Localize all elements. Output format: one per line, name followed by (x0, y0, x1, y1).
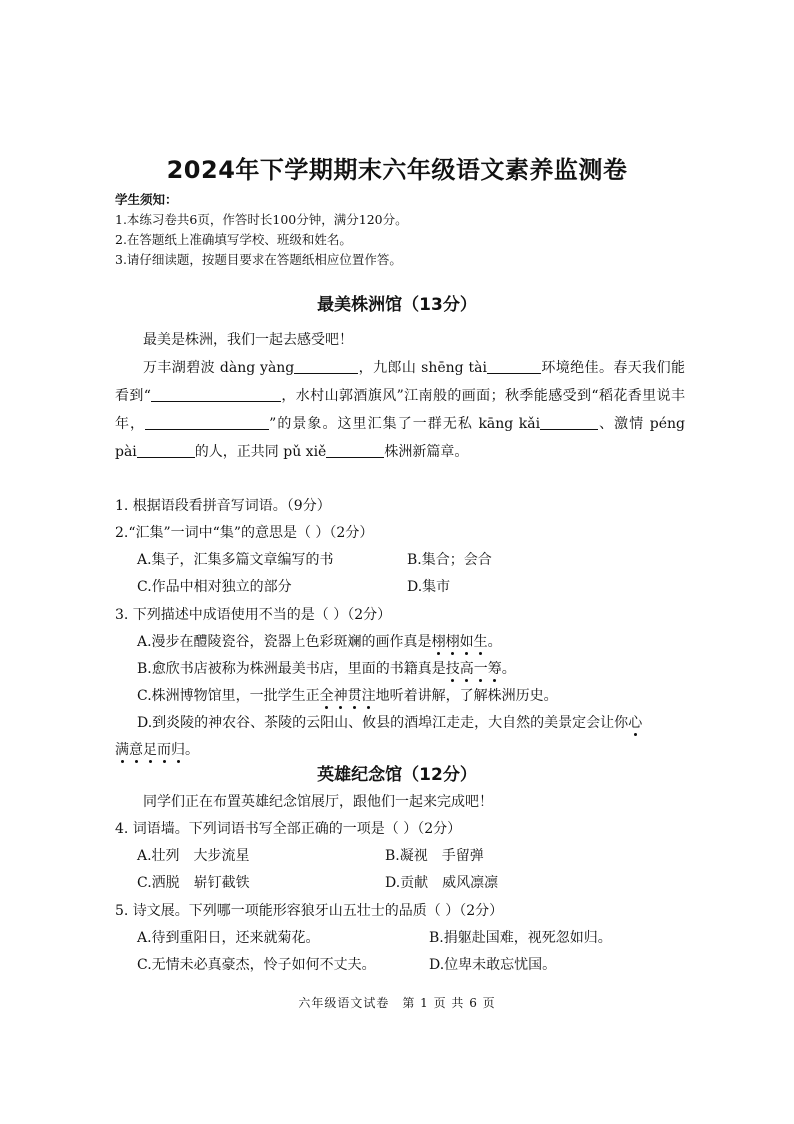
notice-item: 3.请仔细读题，按题目要求在答题纸相应位置作答。 (115, 252, 402, 267)
section1-intro: 最美是株洲，我们一起去感受吧！ (143, 332, 353, 348)
option-b[interactable]: B.集合；会合 (407, 552, 492, 568)
question-3: 3. 下列描述中成语使用不当的是（ ）（2分） (115, 607, 392, 623)
option-text: A.漫步在醴陵瓷谷，瓷器上色彩斑斓的画作真是 (137, 634, 432, 650)
question-4-options (137, 843, 697, 897)
option-b[interactable] (137, 656, 697, 683)
option-c[interactable]: C.无情未必真豪杰，怜子如何不丈夫。 (137, 957, 376, 973)
page-footer: 六年级语文试卷 第 1 页 共 6 页 (298, 996, 496, 1010)
option-d[interactable] (137, 710, 697, 737)
option-text: 地听着讲解，了解株洲历史。 (375, 688, 558, 704)
option-text: C.株洲博物馆里，一批学生正 (137, 688, 320, 704)
option-d[interactable]: D.集市 (407, 579, 451, 595)
notice-item: 1.本练习卷共6页，作答时长100分钟，满分120分。 (115, 212, 408, 227)
passage-text: 环境绝佳。春天我们能看到“ (115, 360, 685, 404)
answer-blank[interactable] (151, 385, 281, 402)
student-notice (115, 190, 408, 270)
pinyin-passage (115, 354, 685, 466)
option-text: 。 (501, 661, 516, 677)
answer-blank[interactable] (487, 357, 541, 374)
option-text: D.到炎陵的神农谷、茶陵的云阳山、攸县的酒埠江走走，大自然的美景定会让你 (137, 715, 629, 731)
passage-text: ，九郎山 shēng tài (358, 360, 487, 376)
notice-item: 2.在答题纸上准确填写学校、班级和姓名。 (115, 232, 352, 247)
option-d[interactable]: D.贡献 威风凛凛 (385, 875, 499, 891)
answer-blank[interactable] (145, 413, 269, 430)
question-5: 5. 诗文展。下列哪一项能形容狼牙山五壮士的品质（ ）（2分） (115, 903, 504, 919)
option-b[interactable]: B.凝视 手留弹 (385, 848, 484, 864)
notice-heading: 学生须知： (115, 192, 178, 207)
exam-title: 2024年下学期期末六年级语文素养监测卷 (166, 156, 628, 184)
passage-text: 、激情 péng pài (115, 416, 685, 460)
passage-text: ”的景象。这里汇集了一群无私 kāng kǎi (269, 416, 541, 432)
answer-blank[interactable] (294, 357, 358, 374)
question-2: 2.“汇集”一词中“集”的意思是（ ）（2分） (115, 525, 374, 541)
passage-text: ，水村山郭酒旗风”江南般的画面；秋季能感受到“稻花香里说丰年， (115, 388, 685, 432)
option-a[interactable]: A.待到重阳日，还来就菊花。 (137, 930, 320, 946)
question-3-options (115, 629, 697, 764)
idiom-emphasized: 栩栩如生 (431, 634, 488, 650)
question-4: 4. 词语墙。下列词语书写全部正确的一项是（ ）（2分） (115, 821, 462, 837)
question-1: 1. 根据语段看拼音写词语。（9分） (115, 498, 331, 514)
answer-blank[interactable] (326, 441, 384, 458)
option-text: 。 (487, 634, 502, 650)
option-text: 。 (185, 742, 199, 758)
question-2-options (137, 547, 697, 601)
option-b[interactable]: B.捐躯赴国难，视死忽如归。 (429, 930, 612, 946)
option-text: B.愈欣书店被称为株洲最美书店，里面的书籍真是 (137, 661, 446, 677)
section-title-zhuzhou: 最美株洲馆（13分） (317, 295, 477, 315)
option-a[interactable] (137, 629, 697, 656)
option-c[interactable] (137, 683, 697, 710)
option-c[interactable]: C.作品中相对独立的部分 (137, 579, 292, 595)
option-d[interactable]: D.位卑未敢忘忧国。 (429, 957, 557, 973)
option-c[interactable]: C.洒脱 崭钉截铁 (137, 875, 250, 891)
option-a[interactable]: A.壮列 大步流星 (137, 848, 250, 864)
passage-text: 万丰湖碧波 dàng yàng (143, 360, 295, 376)
idiom-emphasized: 全神贯注 (319, 688, 376, 704)
option-a[interactable]: A.集子，汇集多篇文章编写的书 (137, 552, 334, 568)
idiom-emphasized: 满意足而归 (115, 742, 185, 758)
answer-blank[interactable] (137, 441, 195, 458)
section1-passage (115, 326, 685, 466)
passage-text: 的人，正共同 pǔ xiě (194, 444, 327, 460)
section-title-heroes: 英雄纪念馆（12分） (317, 765, 477, 785)
passage-text: 株洲新篇章。 (384, 444, 469, 460)
section2-intro-block (115, 788, 685, 816)
idiom-emphasized: 技高一筹 (445, 661, 502, 677)
idiom-emphasized: 心 (628, 715, 643, 731)
question-5-options (137, 925, 697, 979)
section2-intro: 同学们正在布置英雄纪念馆展厅，跟他们一起来完成吧！ (143, 794, 493, 810)
answer-blank[interactable] (540, 413, 598, 430)
